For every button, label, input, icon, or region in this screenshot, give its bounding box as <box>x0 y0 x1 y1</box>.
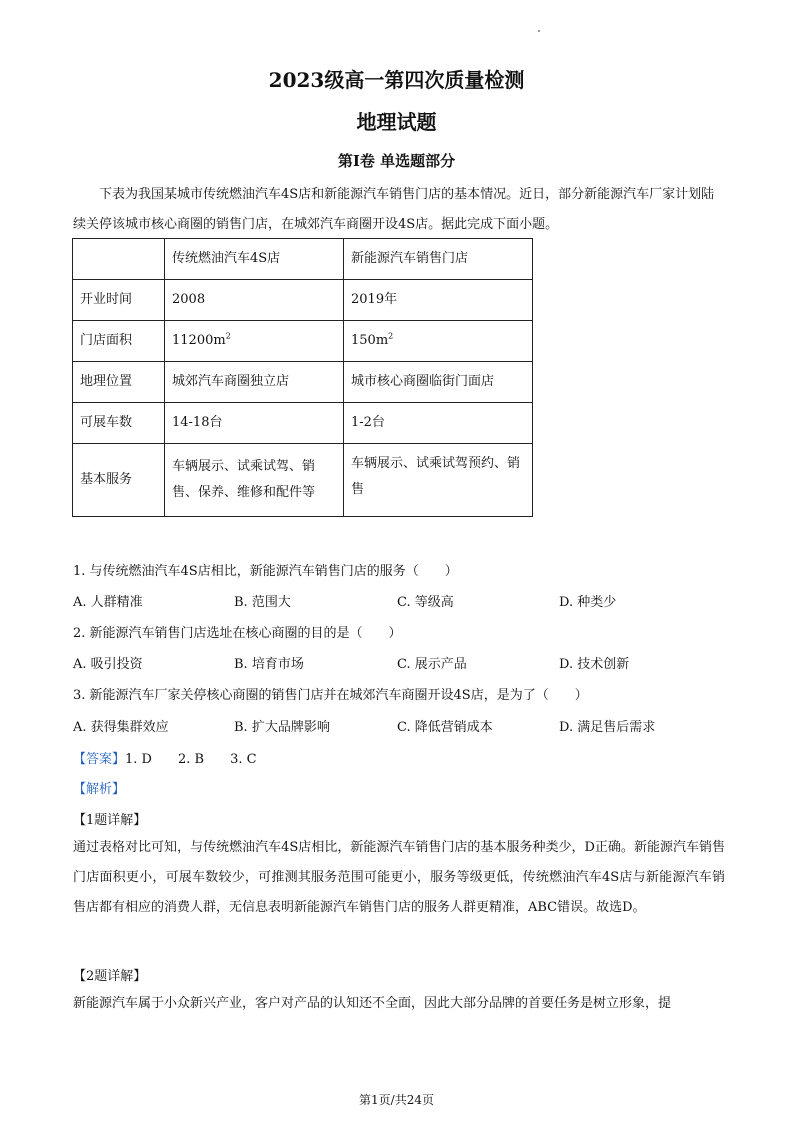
area-unit-exponent: 2 <box>225 331 231 341</box>
answer-line <box>73 748 257 767</box>
table-cell <box>344 321 533 362</box>
option-d: D. 满足售后需求 <box>559 720 656 735</box>
answer-1: 1. D <box>125 752 152 767</box>
table-cell: 2019年 <box>344 280 533 321</box>
row-label: 门店面积 <box>73 321 165 362</box>
table-cell: 城郊汽车商圈独立店 <box>165 362 344 403</box>
subject-title: 地理试题 <box>356 110 437 134</box>
table-row <box>73 362 533 403</box>
option-c: C. 展示产品 <box>397 657 467 672</box>
option-c: C. 等级高 <box>397 595 454 610</box>
table-cell: 2008 <box>165 280 344 321</box>
table-cell: 14-18台 <box>165 403 344 444</box>
area-value: 150m <box>351 333 389 348</box>
table-header-cell: 传统燃油汽车4S店 <box>165 239 344 280</box>
question-2-stem: 2. 新能源汽车销售门店选址在核心商圈的目的是（ ） <box>73 626 402 641</box>
comparison-table <box>72 238 533 517</box>
option-a: A. 人群精准 <box>73 595 143 610</box>
row-label: 开业时间 <box>73 280 165 321</box>
intro-paragraph: 下表为我国某城市传统燃油汽车4S店和新能源汽车销售门店的基本情况。近日，部分新能源汽车厂家计划陆续关停该城市核心商圈的销售门店，在城郊汽车商圈开设4S店。据此完成下面小题。 <box>73 187 715 232</box>
table-row <box>73 403 533 444</box>
detail-1-text: 通过表格对比可知，与传统燃油汽车4S店相比，新能源汽车销售门店的基本服务种类少，D正确。新能源汽车销售门店面积更小，可展车数较少，可推测其服务范围可能更小，服务等级更低，传统燃油汽车4S店与新能源汽车销售店都有相应的消费人群，无信息表明新能源汽车销售门店的服务人群更精准，ABC错误。故选D。 <box>73 840 725 915</box>
answer-3: 3. C <box>230 752 257 767</box>
table-header-cell <box>73 239 165 280</box>
table-cell: 车辆展示、试乘试驾预约、销售 <box>344 444 533 517</box>
detail-2-text: 新能源汽车属于小众新兴产业，客户对产品的认知还不全面，因此大部分品牌的首要任务是树立形象，提 <box>73 996 672 1011</box>
exam-title: 2023级高一第四次质量检测 <box>268 68 525 92</box>
table-row <box>73 280 533 321</box>
row-label: 可展车数 <box>73 403 165 444</box>
answer-2: 2. B <box>177 752 205 767</box>
option-b: B. 扩大品牌影响 <box>234 720 330 735</box>
option-a: A. 吸引投资 <box>73 657 143 672</box>
table-cell: 城市核心商圈临街门面店 <box>344 362 533 403</box>
section-title: 第Ⅰ卷 单选题部分 <box>337 152 456 170</box>
area-value: 11200m <box>172 333 226 348</box>
option-b: B. 范围大 <box>234 595 291 610</box>
analysis-label: 【解析】 <box>73 782 126 797</box>
question-3-stem: 3. 新能源汽车厂家关停核心商圈的销售门店并在城郊汽车商圈开设4S店，是为了（ ） <box>73 688 588 703</box>
option-b: B. 培育市场 <box>234 657 304 672</box>
table-row <box>73 321 533 362</box>
row-label: 地理位置 <box>73 362 165 403</box>
option-c: C. 降低营销成本 <box>397 720 493 735</box>
detail-2-heading: 【2题详解】 <box>73 969 147 984</box>
option-d: D. 种类少 <box>559 595 617 610</box>
row-label: 基本服务 <box>73 444 165 517</box>
detail-1-heading: 【1题详解】 <box>73 813 147 828</box>
table-cell: 1-2台 <box>344 403 533 444</box>
page-number: 第1页/共24页 <box>359 1093 434 1107</box>
table-header-row <box>73 239 533 280</box>
question-1-stem: 1. 与传统燃油汽车4S店相比，新能源汽车销售门店的服务（ ） <box>73 564 458 579</box>
table-cell: 车辆展示、试乘试驾、销售、保养、维修和配件等 <box>165 444 344 517</box>
table-cell <box>165 321 344 362</box>
table-row <box>73 444 533 517</box>
area-unit-exponent: 2 <box>388 331 394 341</box>
answer-label: 【答案】 <box>73 752 126 767</box>
option-d: D. 技术创新 <box>559 657 630 672</box>
table-header-cell: 新能源汽车销售门店 <box>344 239 533 280</box>
speck <box>538 30 540 32</box>
option-a: A. 获得集群效应 <box>73 720 169 735</box>
